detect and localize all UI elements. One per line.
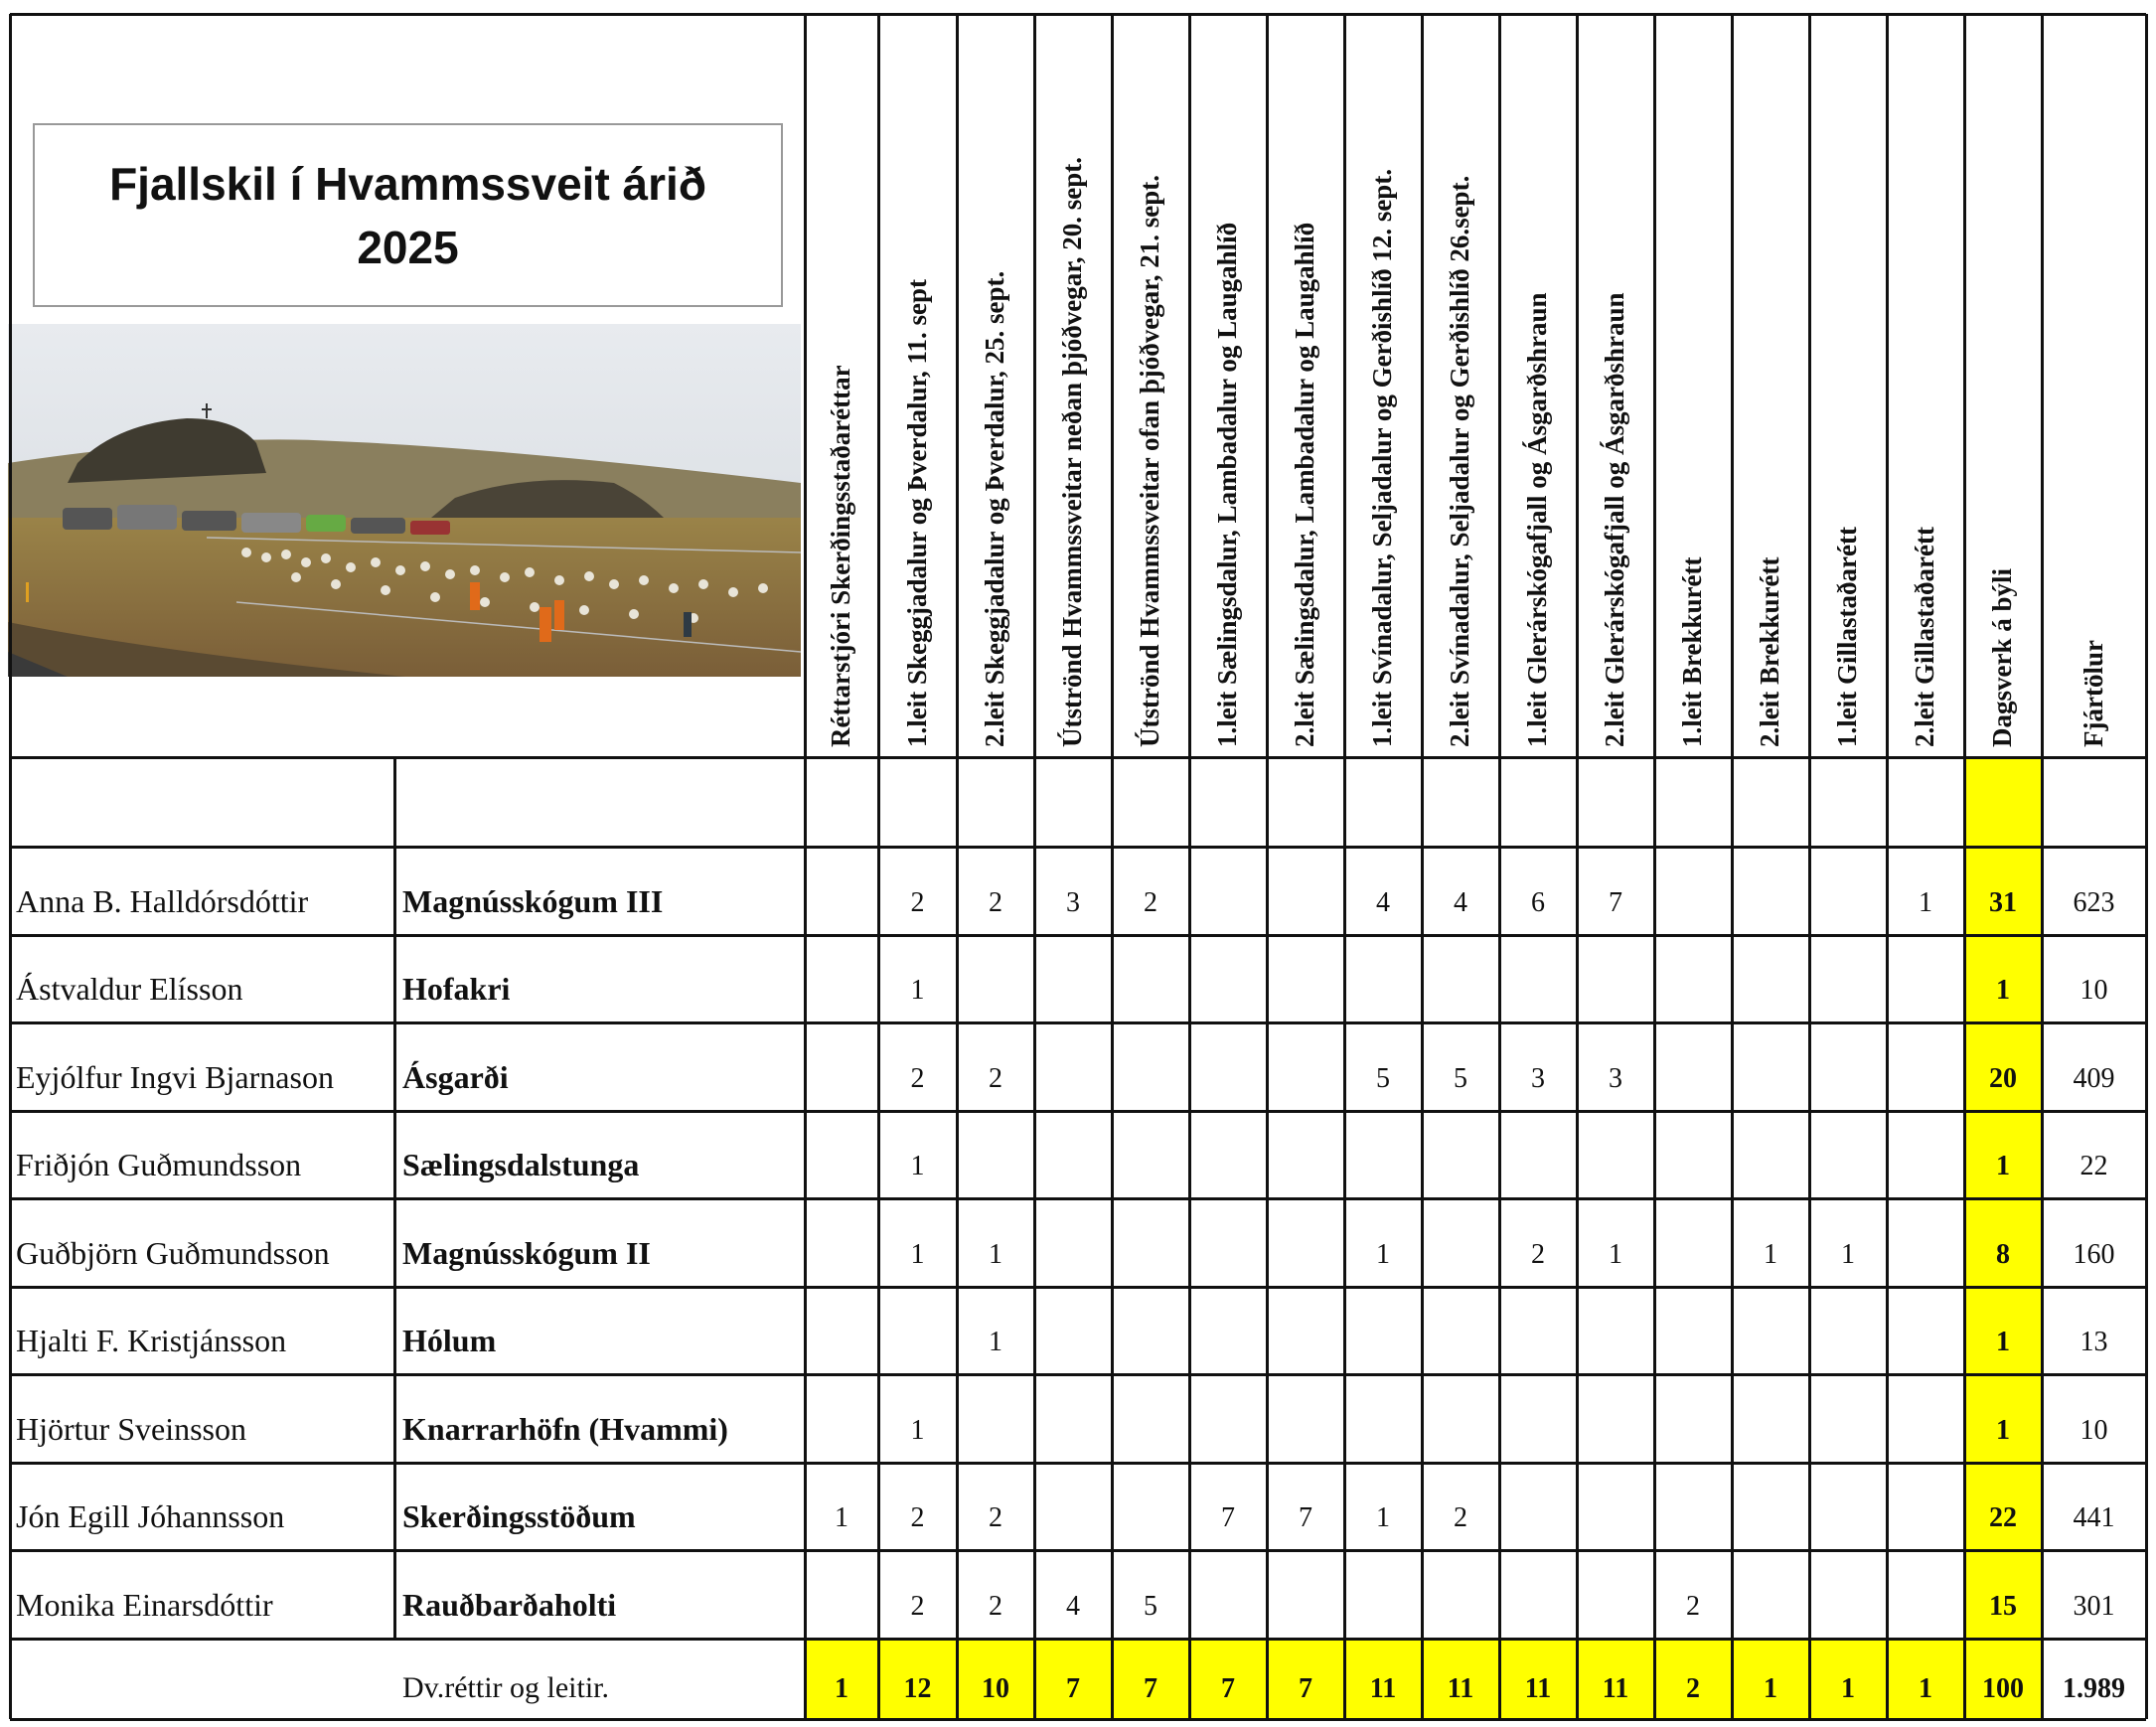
cell-value: 1 (1376, 1502, 1390, 1533)
title-box (33, 123, 783, 307)
footer-total: 1.989 (2063, 1673, 2125, 1704)
grid-row-line (10, 1549, 2146, 1552)
cell-value: 1 (1996, 1414, 2010, 1446)
column-header: 1.leit Sælingsdalur, Lambadalur og Laugahlíð (1212, 222, 1242, 747)
row-farm: Ásgarði (402, 1058, 509, 1095)
column-header: Dagsverk á býli (1987, 567, 2017, 747)
cell-value: 10 (2079, 975, 2108, 1006)
cell-value: 2 (1531, 1238, 1545, 1270)
row-name: Hjalti F. Kristjánsson (16, 1323, 287, 1358)
cell-value: 4 (1066, 1590, 1080, 1622)
cell-value: 1 (910, 975, 925, 1006)
cell-value: 1 (1919, 886, 1932, 918)
footer-total: 7 (1299, 1673, 1312, 1704)
footer-total: 1 (1919, 1673, 1932, 1704)
cell-value: 2 (1454, 1502, 1467, 1533)
cell-value: 7 (1609, 886, 1622, 918)
column-header: 2.leit Brekkurétt (1755, 556, 1784, 747)
grid-col-line (1188, 14, 1191, 1719)
grid-col-line (1111, 14, 1114, 1719)
grid-col-line (1808, 14, 1811, 1719)
grid-row-line (10, 1462, 2146, 1465)
footer-total: 11 (1369, 1673, 1397, 1704)
cell-value: 2 (989, 886, 1002, 918)
cell-value: 409 (2073, 1062, 2115, 1094)
row-name: Guðbjörn Guðmundsson (16, 1234, 330, 1271)
grid-col-line (956, 14, 959, 1719)
cell-value: 1 (1376, 1238, 1390, 1270)
grid-row-line (10, 934, 2146, 937)
grid-col-line (1576, 14, 1579, 1719)
cell-value: 1 (910, 1238, 925, 1270)
column-header: Réttarstjóri Skerðingsstaðaréttar (826, 365, 855, 747)
cell-value: 1 (989, 1327, 1002, 1357)
cell-value: 1 (910, 1414, 925, 1446)
cell-value: 1 (910, 1151, 925, 1181)
grid-col-line (877, 14, 880, 1719)
cell-value: 1 (1996, 1327, 2010, 1357)
row-name: Monika Einarsdóttir (16, 1586, 273, 1623)
cell-value: 3 (1066, 886, 1080, 918)
row-farm: Magnússkógum II (402, 1234, 651, 1271)
row-farm: Hólum (402, 1323, 497, 1358)
cell-value: 1 (1996, 975, 2010, 1006)
grid-header-line (10, 756, 2146, 759)
grid-col-line (1421, 14, 1424, 1719)
row-name: Ástvaldur Elísson (16, 971, 243, 1007)
cell-value: 7 (1221, 1502, 1235, 1533)
grid-col-line (1266, 14, 1269, 1719)
cell-value: 5 (1454, 1062, 1467, 1094)
footer-total: 2 (1686, 1673, 1700, 1704)
cell-value: 13 (2079, 1327, 2108, 1357)
footer-label: Dv.réttir og leitir. (402, 1671, 610, 1704)
footer-total: 7 (1144, 1673, 1157, 1704)
cell-value: 22 (2079, 1151, 2108, 1181)
row-name: Friðjón Guðmundsson (16, 1147, 302, 1182)
cell-value: 1 (989, 1238, 1002, 1270)
column-header: 1.leit Skeggjadalur og Þverdalur, 11. sept (901, 278, 932, 747)
column-header: 2.leit Sælingsdalur, Lambadalur og Laugahlíð (1290, 222, 1319, 747)
cell-value: 5 (1144, 1590, 1157, 1622)
cell-value: 2 (989, 1502, 1002, 1533)
footer-total: 12 (903, 1673, 932, 1704)
row-name: Eyjólfur Ingvi Bjarnason (16, 1058, 334, 1095)
footer-total: 11 (1447, 1673, 1474, 1704)
footer-total: 7 (1221, 1673, 1235, 1704)
footer-total: 11 (1602, 1673, 1629, 1704)
cell-value: 2 (910, 1502, 925, 1533)
footer-total: 1 (1841, 1673, 1855, 1704)
grid-name-col-line (393, 757, 396, 1641)
grid-bottom-line (10, 1718, 2146, 1721)
column-header: 2.leit Gillastaðarétt (1910, 527, 1939, 747)
cell-value: 1 (1609, 1238, 1622, 1270)
grid-row-line (10, 1110, 2146, 1113)
row-farm: Rauðbarðaholti (402, 1586, 617, 1623)
cell-value: 2 (910, 1062, 925, 1094)
cell-value: 7 (1299, 1502, 1312, 1533)
grid-row-line (10, 1021, 2146, 1024)
row-farm: Knarrarhöfn (Hvammi) (402, 1410, 728, 1447)
grid-col-line (1343, 14, 1346, 1719)
grid-col-line (1963, 14, 1966, 1719)
grid-blank-line (10, 846, 2146, 849)
cell-value: 22 (1989, 1502, 2017, 1533)
cell-value: 441 (2073, 1502, 2115, 1533)
grid-row-line (10, 1286, 2146, 1289)
grid-col-line (2145, 14, 2148, 1719)
footer-total: 10 (982, 1673, 1009, 1704)
column-header: 1.leit Svínadalur, Seljadalur og Gerðishlíð 12. sept. (1367, 168, 1397, 747)
column-header: 1.leit Gillastaðarétt (1832, 527, 1862, 747)
column-header: 2.leit Svínadalur, Seljadalur og Gerðishlíð 26.sept. (1445, 175, 1474, 747)
cell-value: 2 (989, 1590, 1002, 1622)
cell-value: 4 (1376, 886, 1390, 918)
row-farm: Magnússkógum III (402, 882, 664, 919)
cell-value: 20 (1989, 1062, 2017, 1094)
footer-total: 11 (1524, 1673, 1552, 1704)
footer-total: 1 (1764, 1673, 1777, 1704)
cell-value: 2 (1144, 886, 1157, 918)
cell-value: 1 (1764, 1238, 1777, 1270)
grid-row-line (10, 1373, 2146, 1376)
row-name: Jón Egill Jóhannsson (16, 1498, 285, 1534)
cell-value: 10 (2079, 1414, 2108, 1446)
cell-value: 15 (1989, 1590, 2017, 1622)
cell-value: 2 (910, 1590, 925, 1622)
column-header: 2.leit Skeggjadalur og Þverdalur, 25. sept. (980, 270, 1009, 747)
column-header: Fjártölur (2078, 640, 2108, 747)
row-name: Hjörtur Sveinsson (16, 1410, 246, 1447)
cell-value: 4 (1454, 886, 1467, 918)
cell-value: 1 (835, 1502, 848, 1533)
landscape-photo (8, 324, 801, 677)
page-title: Fjallskil í Hvammssveit árið 2025 (109, 157, 706, 273)
row-farm: Sælingsdalstunga (402, 1147, 640, 1182)
grid-row-line (10, 1197, 2146, 1200)
grid-col-line (1033, 14, 1036, 1719)
grid-col-line (2041, 14, 2044, 1719)
cell-value: 2 (1686, 1590, 1700, 1622)
row-name: Anna B. Halldórsdóttir (16, 882, 309, 919)
cell-value: 2 (989, 1062, 1002, 1094)
cell-value: 2 (910, 886, 925, 918)
grid-row-line (10, 1638, 2146, 1641)
cell-value: 3 (1531, 1062, 1545, 1094)
column-header: 1.leit Glerárskógafjall og Ásgarðshraun (1522, 292, 1552, 747)
cell-value: 6 (1531, 886, 1545, 918)
grid-col-line (1886, 14, 1889, 1719)
cell-value: 160 (2073, 1238, 2115, 1270)
grid-left-line (9, 14, 12, 1719)
column-header: 1.leit Brekkurétt (1677, 556, 1707, 747)
grid-col-line (1731, 14, 1734, 1719)
cell-value: 3 (1609, 1062, 1622, 1094)
grid-col-line (1653, 14, 1656, 1719)
row-farm: Hofakri (402, 971, 511, 1007)
column-header: Útströnd Hvammssveitar neðan þjóðvegar, 20. sept. (1057, 157, 1087, 747)
column-header: Útströnd Hvammssveitar ofan þjóðvegar, 21. sept. (1135, 175, 1164, 747)
grid-col-line (1498, 14, 1501, 1719)
cell-value: 623 (2073, 886, 2115, 918)
row-farm: Skerðingsstöðum (402, 1498, 636, 1534)
grid-col-line (804, 14, 807, 1719)
footer-total: 100 (1982, 1673, 2024, 1704)
cell-value: 1 (1996, 1151, 2010, 1181)
cell-value: 1 (1841, 1238, 1855, 1270)
footer-total: 7 (1066, 1673, 1080, 1704)
cell-value: 301 (2073, 1590, 2115, 1622)
cell-value: 31 (1989, 886, 2017, 918)
grid-top-line (10, 13, 2146, 16)
cell-value: 8 (1996, 1238, 2010, 1270)
column-header: 2.leit Glerárskógafjall og Ásgarðshraun (1600, 292, 1629, 747)
footer-total: 1 (835, 1673, 848, 1704)
cell-value: 5 (1376, 1062, 1390, 1094)
